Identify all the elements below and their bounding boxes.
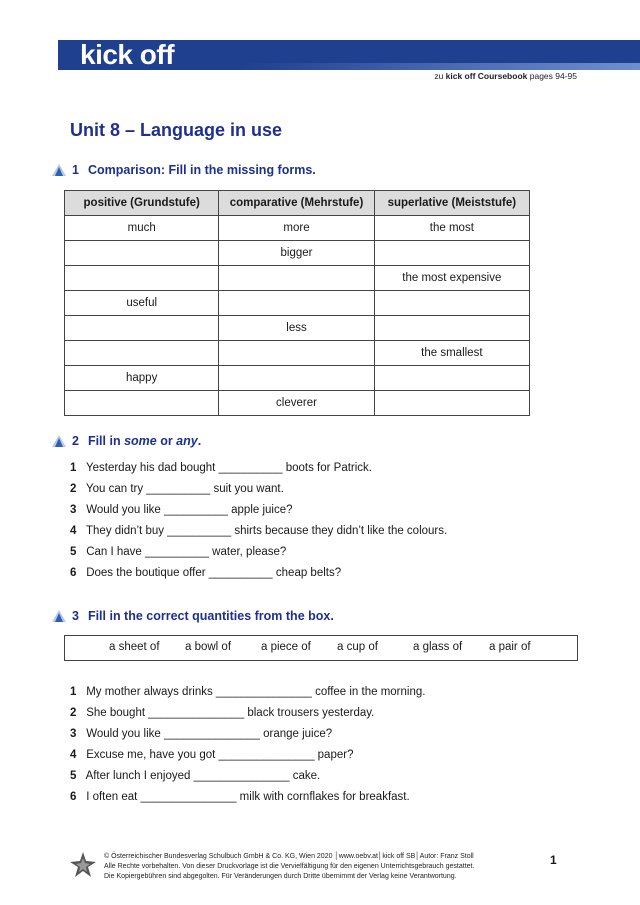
task1-heading: 1 Comparison: Fill in the missing forms.: [52, 163, 316, 177]
list-item: 2 You can try __________ suit you want.: [70, 483, 284, 495]
column-header-positive: positive (Grundstufe): [65, 191, 219, 216]
table-cell: the most expensive: [374, 266, 529, 291]
task1-title: Comparison: Fill in the missing forms.: [87, 163, 316, 177]
box-word: a glass of: [413, 641, 463, 653]
table-row: [65, 266, 530, 291]
quantities-box: [64, 635, 578, 661]
coursebook-reference: zu kick off Coursebook pages 94-95: [434, 71, 577, 81]
level-triangle-icon: [52, 610, 66, 622]
table-row: [65, 391, 530, 416]
box-word: a sheet of: [109, 641, 160, 653]
table-cell[interactable]: [374, 316, 529, 341]
list-item: 5 After lunch I enjoyed _______________ cake.: [70, 770, 321, 782]
task2-heading: 2 Fill in some or any.: [52, 434, 201, 448]
task3-title: Fill in the correct quantities from the box.: [87, 609, 334, 623]
task2-sentences: [70, 458, 447, 584]
table-cell[interactable]: [65, 341, 219, 366]
table-cell[interactable]: [374, 241, 529, 266]
task3-sentences: [70, 682, 425, 808]
publisher-logo-icon: [70, 852, 96, 878]
table-cell: cleverer: [219, 391, 374, 416]
list-item: 4 Excuse me, have you got _______________ paper?: [70, 749, 354, 761]
column-header-comparative: comparative (Mehrstufe): [219, 191, 374, 216]
task2-title: Fill in some or any.: [87, 434, 202, 448]
brand-logo-text: kick off: [80, 39, 175, 70]
column-header-superlative: superlative (Meiststufe): [374, 191, 529, 216]
list-item: 1 Yesterday his dad bought __________ boots for Patrick.: [70, 462, 373, 474]
box-word: a pair of: [489, 641, 531, 653]
table-cell: much: [65, 216, 219, 241]
table-cell[interactable]: [374, 291, 529, 316]
list-item: 5 Can I have __________ water, please?: [70, 546, 287, 558]
header-banner-fade: [240, 63, 640, 70]
table-cell[interactable]: [65, 241, 219, 266]
list-item: 3 Would you like _______________ orange juice?: [70, 728, 333, 740]
table-cell[interactable]: [374, 366, 529, 391]
table-cell[interactable]: [65, 316, 219, 341]
list-item: 6 I often eat _______________ milk with cornflakes for breakfast.: [70, 791, 410, 803]
table-cell: the most: [374, 216, 529, 241]
box-word: a cup of: [337, 641, 378, 653]
table-cell[interactable]: [65, 391, 219, 416]
table-cell[interactable]: [65, 266, 219, 291]
box-word: a bowl of: [185, 641, 232, 653]
table-row: [65, 341, 530, 366]
table-cell[interactable]: [219, 341, 374, 366]
list-item: 1 My mother always drinks _______________ coffee in the morning.: [70, 686, 426, 698]
table-cell: bigger: [219, 241, 374, 266]
table-cell: the smallest: [374, 341, 529, 366]
level-triangle-icon: [52, 164, 66, 176]
level-triangle-icon: [52, 435, 66, 447]
table-cell: useful: [65, 291, 219, 316]
table-cell[interactable]: [219, 266, 374, 291]
table-row: [65, 216, 530, 241]
table-row: [65, 316, 530, 341]
table-row: [65, 241, 530, 266]
table-cell: more: [219, 216, 374, 241]
list-item: 6 Does the boutique offer __________ cheap belts?: [70, 567, 342, 579]
table-row: [65, 366, 530, 391]
table-cell[interactable]: [219, 366, 374, 391]
list-item: 2 She bought _______________ black trousers yesterday.: [70, 707, 375, 719]
box-word: a piece of: [261, 641, 311, 653]
copyright-footer: © Österreichischer Bundesverlag Schulbuch GmbH & Co. KG, Wien 2020 │www.oebv.at│kick off SB│Autor: Franz Stoll Alle Rechte vorbehalten. Von dieser Druckvorlage ist die Vervielfältigung für den eigenen Unterrichtsgebrauch gestattet. Die Kopiergebühren sind abgegolten. Für Veränderungen durch Dritte übernimmt der Verlag keine Verantwortung.: [104, 853, 475, 880]
unit-title: Unit 8 – Language in use: [70, 120, 283, 140]
list-item: 3 Would you like __________ apple juice?: [70, 504, 293, 516]
comparison-table: [64, 190, 530, 416]
list-item: 4 They didn’t buy __________ shirts because they didn’t like the colours.: [70, 525, 448, 537]
table-cell[interactable]: [374, 391, 529, 416]
table-cell: happy: [65, 366, 219, 391]
table-row: [65, 291, 530, 316]
table-cell[interactable]: [219, 291, 374, 316]
task3-heading: 3 Fill in the correct quantities from the box.: [52, 609, 334, 623]
table-cell: less: [219, 316, 374, 341]
page-number: 1: [550, 853, 557, 867]
